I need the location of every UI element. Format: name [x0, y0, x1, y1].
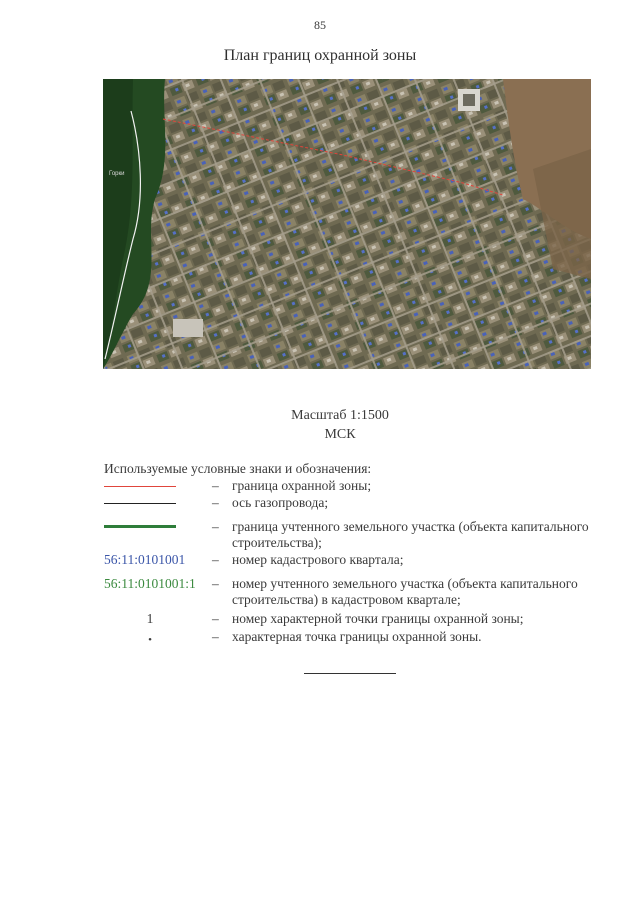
boundary-point-symbol: •: [148, 634, 152, 646]
black-line-symbol: [104, 503, 176, 504]
legend-dash: –: [212, 519, 219, 534]
legend-title: Используемые условные знаки и обозначения:: [104, 461, 372, 476]
page-title: План границ охранной зоны: [223, 47, 417, 64]
separator-line: [304, 673, 396, 674]
legend-item-land-plot-number: [104, 576, 604, 610]
legend-description: граница охранной зоны;: [232, 478, 372, 493]
legend-dash: –: [212, 576, 219, 591]
land-plot-code: 56:11:0101001:1: [104, 576, 196, 591]
legend-description: номер кадастрового квартала;: [232, 552, 404, 567]
legend-description: ось газопровода;: [232, 495, 329, 510]
scale-block: [0, 406, 640, 444]
legend-description: номер учтенного земельного участка (объекта капитального строительства) в кадастровом квартале;: [232, 576, 578, 607]
legend-dash: –: [212, 611, 219, 626]
map-place-label: Горки: [109, 171, 125, 177]
legend-dash: –: [212, 552, 219, 567]
coordinate-system: МСК: [324, 427, 356, 442]
legend-description: характерная точка границы охранной зоны.: [232, 629, 482, 644]
scale-text: Масштаб 1:1500: [291, 408, 389, 423]
page-number: 85: [314, 18, 326, 32]
red-line-symbol: [104, 486, 176, 487]
legend-description: номер характерной точки границы охранной зоны;: [232, 611, 524, 626]
satellite-map: [103, 79, 591, 369]
legend-item-land-plot: [104, 519, 604, 553]
legend-description: граница учтенного земельного участка (объекта капитального строительства);: [232, 519, 589, 550]
legend-dash: –: [212, 478, 219, 493]
cadastral-quarter-code: 56:11:0101001: [104, 552, 186, 567]
legend-dash: –: [212, 629, 219, 644]
green-line-symbol: [104, 525, 176, 528]
legend-dash: –: [212, 495, 219, 510]
point-number-symbol: 1: [146, 611, 154, 626]
